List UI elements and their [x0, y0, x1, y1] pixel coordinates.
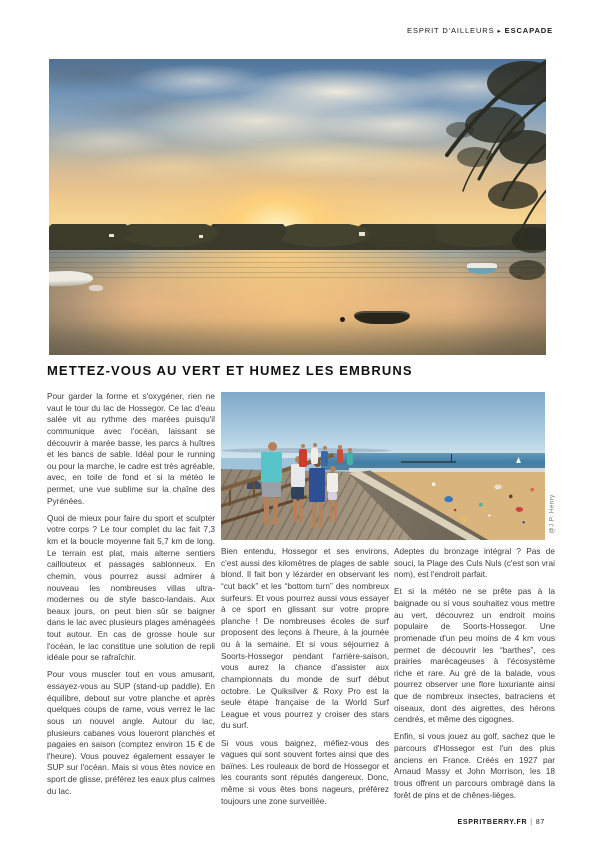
paragraph: Et si la météo ne se prête pas à la baignade ou si vous souhaitez vous mettre au vert, découvrez un endroit moins populaire de Soorts-Hossegor. Une promenade d'un peu moins de 4 km vous permet de découvrir les “barthes”, ces prairies marécageuses à l'écosystème riche et rare. Au gré de la balade, vous pourrez observer une flore luxuriante ainsi que de nombreux insectes, batraciens et oiseaux, dont des aigrettes, des hérons cendrés, et même des cigognes.	[394, 586, 555, 725]
small-white-boat	[89, 285, 103, 291]
lakeside-house	[109, 234, 114, 237]
body-column-2	[221, 546, 389, 813]
website-label: ESPRITBERRY.FR	[457, 819, 528, 826]
paragraph: Adeptes du bronzage intégral ? Pas de souci, la Plage des Culs Nuls (c'est son vrai nom), est l'endroit parfait.	[394, 546, 555, 580]
page-number: 87	[535, 819, 545, 826]
railing-post	[229, 490, 231, 506]
paragraph: Pour garder la forme et s'oxygéner, rien ne vaut le tour du lac de Hossegor. Ce lac d'eau salée vit au rythme des marées puisqu'il communique avec l'océan, laissant se découvrir à marée basse, les parcs à huîtres et les bancs de sable. Idéal pour le running ou pour la marche, le cadre est très agréable, avec, en toile de fond et si la météo le permet, une vue sublime sur la chaîne des Pyrénées.	[47, 391, 215, 506]
photo-credit: @J.P. Henry	[548, 494, 556, 534]
section-label: ESPRIT D'AILLEURS	[407, 26, 495, 35]
arrow-right-icon: ▸	[497, 27, 502, 35]
paragraph: Pour vous muscler tout en vous amusant, essayez-vous au SUP (stand-up paddle). En équilibre, debout sur votre planche et après quelques coups de rame, vous verrez le lac sous un nouvel angle. Autour du lac, plusieurs cabanes vous loueront planches et pagaies en saison (comptez environ 15 € de l'heure). Vous pouvez également essayer le SUP sur l'océan. Mais si vous êtes novice en sport de glisse, préférez les eaux plus calmes du lac.	[47, 669, 215, 796]
article-headline: METTEZ-VOUS AU VERT ET HUMEZ LES EMBRUNS	[47, 363, 413, 378]
beach-boardwalk-photo	[221, 392, 545, 540]
paragraph: Enfin, si vous jouez au golf, sachez que le parcours d'Hossegor est l'un des plus anciens en France. Créés en 1927 par Arnaud Massy et John Morrison, les 18 trous offrent un parcours ombragé dans la forêt de pins et de chênes-lièges.	[394, 731, 555, 800]
folio-divider: |	[530, 819, 533, 826]
buoy	[340, 317, 345, 322]
lakeside-house	[359, 232, 365, 236]
paragraph: Bien entendu, Hossegor et ses environs, c'est aussi des kilomètres de plages de sable blond. Il fait bon y lézarder en observant les “cut back” et les “bottom turn” des nombreux surfeurs. Et vous pourrez aussi vous essayer à ce sport en glissant sur votre propre planche ! De nombreuses écoles de surf proposent des leçons à l'heure, à la journée ou à la semaine. Et si vous séjournez à Soorts-Hossegor pendant l'arrière-saison, vous aurez la chance d'assister aux championnats du monde de surf début octobre. Le Quiksilver & Roxy Pro est la seule étape française de la World Surf League et vous pourrez y croiser des stars du surf.	[221, 546, 389, 731]
tree-branches-silhouette	[375, 59, 546, 300]
railing-post	[253, 482, 255, 498]
body-column-1	[47, 391, 215, 803]
paragraph: Quoi de mieux pour faire du sport et sculpter votre corps ? Le tour complet du lac fait 7,3 km et la boucle moyenne fait 5,7 km de long. Le terrain est plat, mais alterne sentiers caillouteux et passages sablonneux. En chemin, vous pourrez aussi admirer à nouveau les nombreuses villas ultra-modernes ou de style basco-landais. Aux beaux jours, on peut bien sûr se baigner dans le lac avec plusieurs plages aménagées tout autour. En cas de grosse houle sur l'océan, le lac constitue une solution de repli idéale pour se rafraîchir.	[47, 512, 215, 663]
section-kicker	[407, 26, 553, 35]
lakeside-house	[199, 235, 203, 238]
water-shadow	[49, 309, 546, 355]
paragraph: Si vous vous baignez, méfiez-vous des vagues qui sont souvent fortes ainsi que des baïnes. Les rouleaux de bord de Hossegor et les courants sont réputés dangereux. Donc, même si vous êtes bons nageurs, préférez toujours une zone surveillée.	[221, 737, 389, 806]
hero-photo-lake-sunset	[49, 59, 546, 355]
page-folio	[457, 819, 545, 826]
jetty	[401, 461, 456, 463]
category-label: ESCAPADE	[504, 26, 553, 35]
rowboat	[354, 311, 410, 324]
body-column-3	[394, 546, 555, 807]
flag-pole	[451, 454, 452, 462]
